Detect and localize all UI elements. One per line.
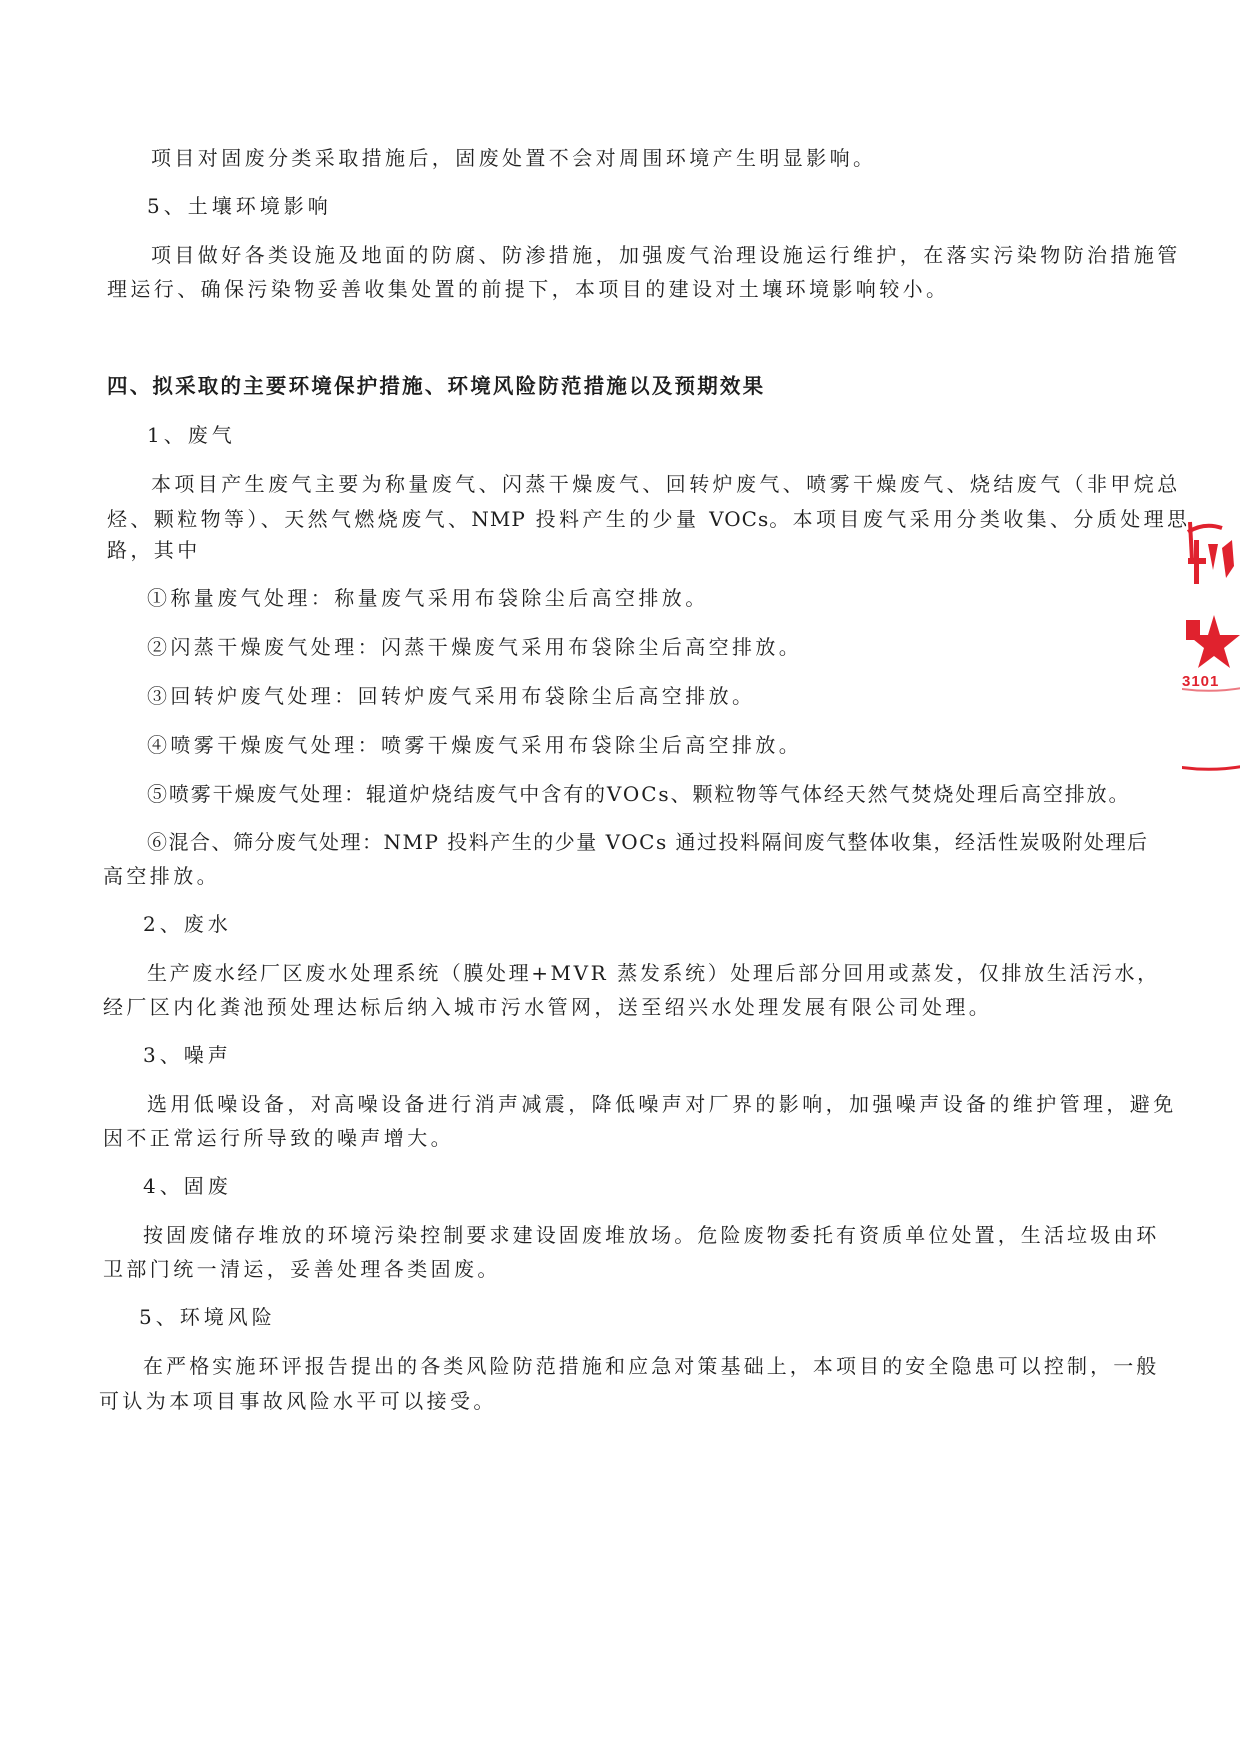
gas-line2-vocs: VOCs (709, 507, 770, 531)
waste-gas-paragraph-line-2 (107, 504, 1240, 534)
solid-waste-title: 4、固废 (143, 1174, 232, 1198)
soil-paragraph-line-1: 项目做好各类设施及地面的防腐、防渗措施，加强废气治理设施运行维护，在落实污染物防治措施管 (151, 243, 1181, 267)
gas-item-4: ④喷雾干燥废气处理：喷雾干燥废气采用布袋除尘后高空排放。 (147, 733, 803, 757)
noise-paragraph-line-2: 因不正常运行所导致的噪声增大。 (103, 1126, 454, 1150)
noise-paragraph-line-1: 选用低噪设备，对高噪设备进行消声减震，降低噪声对厂界的影响，加强噪声设备的维护管理，避免 (147, 1092, 1177, 1116)
gas-line2-part-c: 投料产生的少量 (525, 507, 710, 531)
waste-water-paragraph-line-1: 生产废水经厂区废水处理系统（膜处理+MVR 蒸发系统）处理后部分回用或蒸发，仅排放生活污水， (147, 961, 1160, 985)
gas-line2-part-e: 。本项目废气采用分类收集、分质处理思 (769, 507, 1191, 531)
gas-item-3: ③回转炉废气处理：回转炉废气采用布袋除尘后高空排放。 (147, 684, 756, 708)
soil-paragraph-line-2: 理运行、确保污染物妥善收集处置的前提下，本项目的建设对土壤环境影响较小。 (107, 277, 950, 301)
gas-item-5: ⑤喷雾干燥废气处理：辊道炉烧结废气中含有的VOCs、颗粒物等气体经天然气焚烧处理后高空排放。 (147, 782, 1131, 806)
environment-risk-paragraph-line-2: 可认为本项目事故风险水平可以接受。 (99, 1389, 497, 1413)
environment-risk-title: 5、环境风险 (139, 1305, 276, 1329)
soil-section-title: 5、土壤环境影响 (147, 194, 332, 218)
waste-water-paragraph-line-2: 经厂区内化粪池预处理达标后纳入城市污水管网，送至绍兴水处理发展有限公司处理。 (103, 995, 993, 1019)
solid-waste-paragraph-line-2: 卫部门统一清运，妥善处理各类固废。 (103, 1257, 501, 1281)
gas-item-2: ②闪蒸干燥废气处理：闪蒸干燥废气采用布袋除尘后高空排放。 (147, 635, 803, 659)
gas-item-6-line-2: 高空排放。 (103, 864, 220, 888)
section-4-heading: 四、拟采取的主要环境保护措施、环境风险防范措施以及预期效果 (107, 374, 766, 398)
waste-gas-paragraph-line-3: 路，其中 (107, 538, 201, 562)
gas-line2-nmp: NMP (471, 507, 526, 531)
waste-gas-title: 1、废气 (147, 423, 236, 447)
official-seal-stamp (1182, 520, 1240, 800)
noise-title: 3、噪声 (143, 1043, 232, 1067)
waste-gas-paragraph-line-1: 本项目产生废气主要为称量废气、闪蒸干燥废气、回转炉废气、喷雾干燥废气、烧结废气（非甲烷总 (151, 472, 1181, 496)
gas-item-1: ①称量废气处理：称量废气采用布袋除尘后高空排放。 (147, 586, 709, 610)
paragraph-solid-waste-conclusion: 项目对固废分类采取措施后，固废处置不会对周围环境产生明显影响。 (151, 146, 877, 170)
seal-number-text: 3101 (1182, 673, 1220, 690)
gas-item-6-line-1: ⑥混合、筛分废气处理：NMP 投料产生的少量 VOCs 通过投料隔间废气整体收集，经活性炭吸附处理后 (147, 830, 1149, 854)
waste-water-title: 2、废水 (143, 912, 232, 936)
gas-line2-part-a: 烃、颗粒物等）、天然气燃烧废气、 (107, 507, 472, 531)
solid-waste-paragraph-line-1: 按固废储存堆放的环境污染控制要求建设固废堆放场。危险废物委托有资质单位处置，生活垃圾由环 (143, 1223, 1160, 1247)
environment-risk-paragraph-line-1: 在严格实施环评报告提出的各类风险防范措施和应急对策基础上，本项目的安全隐患可以控制，一般 (143, 1354, 1160, 1378)
